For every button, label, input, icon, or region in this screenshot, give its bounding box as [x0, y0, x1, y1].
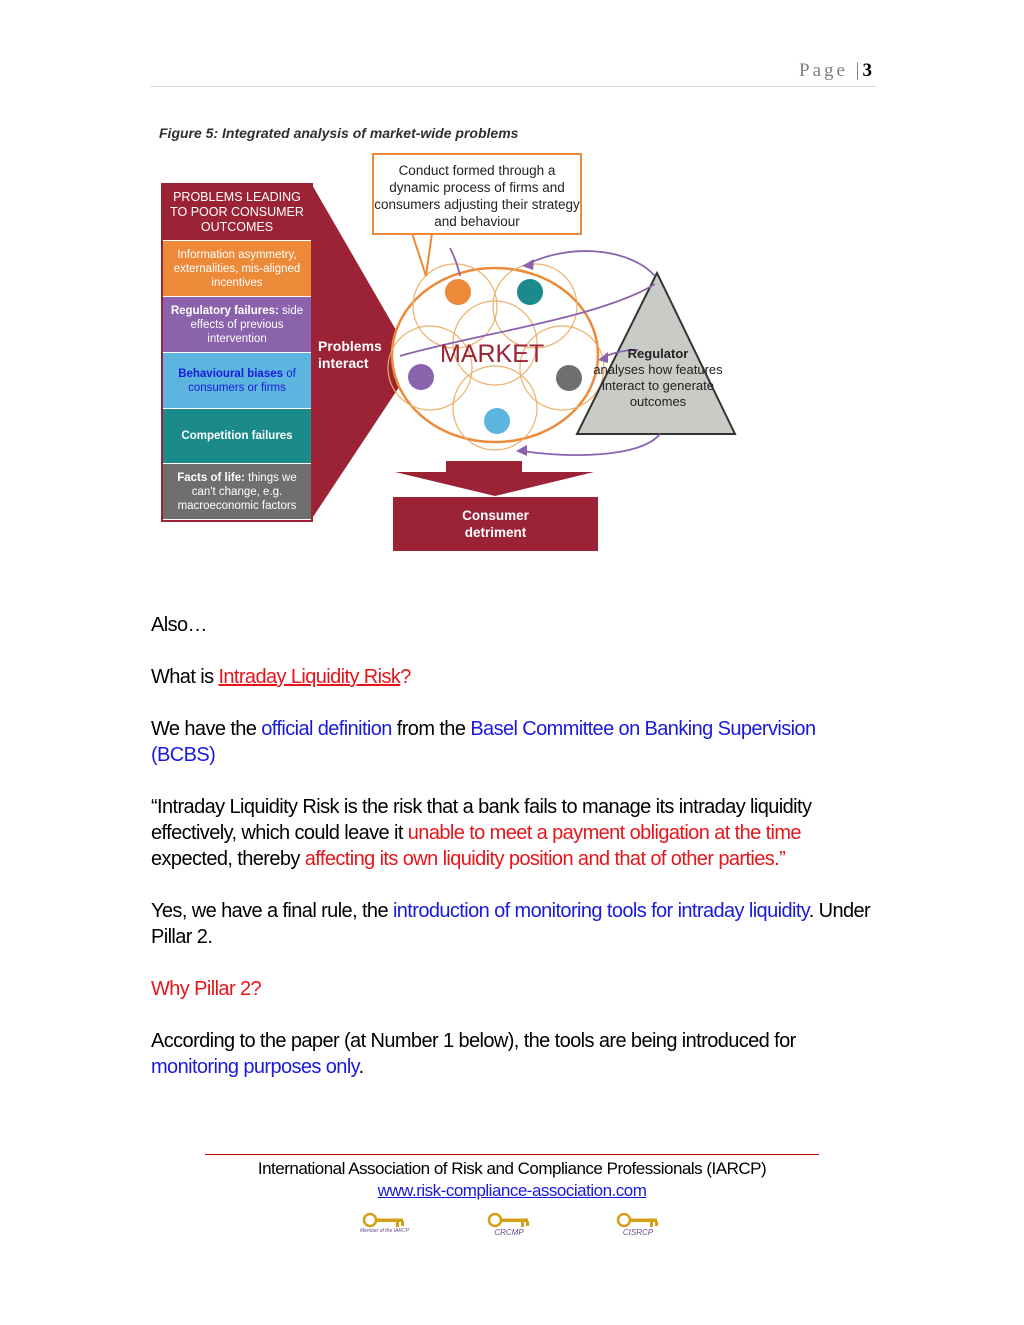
key-badge-cisrcp	[614, 1212, 662, 1238]
problem-competition-failures: Competition failures	[163, 409, 311, 464]
bcbs-quote: “Intraday Liquidity Risk is the risk that a bank fails to manage its intraday liquidity effectively, which could leave it unable to meet a payment obligation at the time expected, thereby affecting its own liquidity position and that of other parties.”	[151, 796, 812, 870]
problems-header: PROBLEMS LEADING TO POOR CONSUMER OUTCOMES	[163, 185, 311, 241]
intraday-liquidity-risk-link[interactable]: Intraday Liquidity Risk	[218, 666, 401, 688]
footer-org: International Association of Risk and Compliance Professionals (IARCP)	[257, 1159, 767, 1178]
badge-caption: CRCMP	[494, 1228, 524, 1237]
market-label: MARKET	[440, 340, 545, 368]
market-dot-orange	[445, 279, 471, 305]
also-line: Also…	[151, 614, 207, 636]
definition-paragraph: We have the official definition from the Basel Committee on Banking Supervision (BCBS)	[151, 718, 816, 766]
badge-caption: Member of the IARCP	[360, 1228, 409, 1234]
body-text	[151, 612, 876, 1080]
market-dot-purple	[408, 364, 434, 390]
problem-behavioural-biases: Behavioural biases of consumers or firms	[163, 353, 311, 409]
page-number: Page |3	[799, 60, 872, 81]
footer-url-link[interactable]: www.risk-compliance-association.com	[377, 1181, 647, 1200]
page-footer	[205, 1154, 819, 1202]
monitoring-paragraph: According to the paper (at Number 1 below), the tools are being introduced for monitoring purposes only.	[151, 1030, 796, 1078]
question-intraday: What is Intraday Liquidity Risk?	[151, 666, 411, 688]
down-arrow	[395, 461, 594, 496]
conduct-callout: Conduct formed through a dynamic process of firms and consumers adjusting their strategy and behaviour	[372, 153, 582, 235]
market-dot-blue	[484, 408, 510, 434]
badge-caption: CISRCP	[622, 1228, 654, 1237]
problem-information-asymmetry: Information asymmetry, externalities, mis-aligned incentives	[163, 241, 311, 297]
final-rule-paragraph: Yes, we have a final rule, the introduction of monitoring tools for intraday liquidity. Under Pillar 2.	[151, 900, 871, 948]
page-header	[150, 58, 876, 87]
regulator-label: Regulator analyses how features interact to generate outcomes	[593, 346, 723, 409]
problems-column	[163, 185, 311, 520]
consumer-detriment-box: Consumer detriment	[393, 497, 598, 551]
figure-title: Figure 5: Integrated analysis of market-wide problems	[159, 125, 519, 141]
market-dot-teal	[517, 279, 543, 305]
problem-regulatory-failures: Regulatory failures: side effects of previous intervention	[163, 297, 311, 353]
figure-5	[150, 118, 750, 563]
market-dot-grey	[556, 365, 582, 391]
problem-facts-of-life: Facts of life: things we can't change, e.g. macroeconomic factors	[163, 464, 311, 520]
key-badge-member	[360, 1212, 408, 1238]
why-pillar-2: Why Pillar 2?	[151, 978, 262, 1000]
speech-tail	[412, 233, 432, 276]
problems-interact-label: Problems interact	[318, 338, 382, 371]
key-badge-crcmp	[485, 1212, 533, 1238]
